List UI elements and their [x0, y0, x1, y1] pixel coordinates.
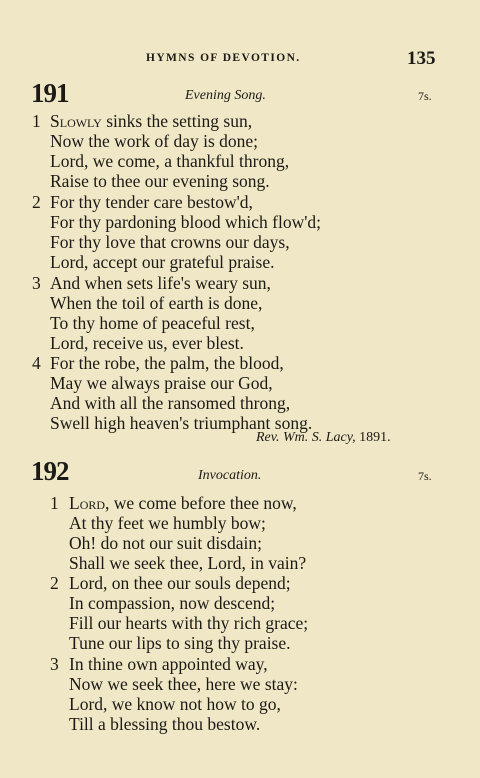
author-year: 1891.: [359, 430, 391, 445]
verse-line: Oh! do not our suit disdain;: [69, 533, 262, 553]
verse-line: For thy tender care bestow'd,: [50, 192, 253, 212]
verse-line: Lord, accept our grateful praise.: [50, 252, 275, 272]
verse-number: 1: [50, 493, 59, 513]
verse-line: And when sets life's weary sun,: [50, 273, 271, 293]
verse-number: 3: [32, 273, 41, 293]
verse-number: 3: [50, 654, 59, 674]
verse-line: To thy home of peaceful rest,: [50, 313, 255, 333]
verse-number: 1: [32, 111, 41, 131]
first-line-rest: sinks the setting sun,: [101, 111, 253, 131]
page-number: 135: [407, 48, 436, 69]
hymn-191-heading: [0, 78, 480, 112]
verse-number: 4: [32, 353, 41, 373]
verse-line: Now the work of day is done;: [50, 131, 259, 151]
verse-line: Raise to thee our evening song.: [50, 171, 270, 191]
verse-line: In thine own appointed way,: [69, 654, 268, 674]
verse-line: Swell high heaven's triumphant song.: [50, 413, 313, 433]
hymn-number: 192: [31, 456, 69, 486]
hymn-title: Evening Song.: [185, 88, 266, 103]
first-word: Slowly: [50, 111, 102, 131]
verse-line: Lord, we come, a thankful throng,: [50, 151, 290, 171]
author-name: Rev. Wm. S. Lacy,: [256, 430, 356, 445]
verse-line: For the robe, the palm, the blood,: [50, 353, 284, 373]
verse-line: Lord, on thee our souls depend;: [69, 573, 291, 593]
hymn-attribution: [256, 430, 391, 446]
verse-number: 2: [50, 573, 59, 593]
verse-line: In compassion, now descend;: [69, 593, 276, 613]
verse-line: Fill our hearts with thy rich grace;: [69, 613, 309, 633]
first-word: Lord: [69, 493, 106, 513]
verse-line: Lord, receive us, ever blest.: [50, 333, 244, 353]
verse-line: May we always praise our God,: [50, 373, 273, 393]
hymn-number: 191: [31, 78, 69, 108]
verse-line: When the toil of earth is done,: [50, 293, 263, 313]
verse-line: Tune our lips to sing thy praise.: [69, 633, 291, 653]
verse-line: [50, 111, 252, 131]
hymn-192-heading: [0, 456, 480, 490]
hymn-meter: 7s.: [418, 89, 432, 103]
first-line-rest: , we come before thee now,: [105, 493, 297, 513]
verse-number: 2: [32, 192, 41, 212]
running-head: [0, 48, 480, 72]
verse-line: Till a blessing thou bestow.: [69, 714, 261, 734]
running-title: HYMNS OF DEVOTION.: [146, 52, 301, 64]
hymn-meter: 7s.: [418, 469, 432, 483]
verse-line: Shall we seek thee, Lord, in vain?: [69, 553, 307, 573]
hymn-title: Invocation.: [198, 468, 262, 483]
verse-line: Lord, we know not how to go,: [69, 694, 281, 714]
verse-line: For thy love that crowns our days,: [50, 232, 290, 252]
verse-line: Now we seek thee, here we stay:: [69, 674, 298, 694]
verse-line: At thy feet we humbly bow;: [69, 513, 266, 533]
verse-line: And with all the ransomed throng,: [50, 393, 291, 413]
verse-line: For thy pardoning blood which flow'd;: [50, 212, 321, 232]
verse-line: [69, 493, 297, 513]
